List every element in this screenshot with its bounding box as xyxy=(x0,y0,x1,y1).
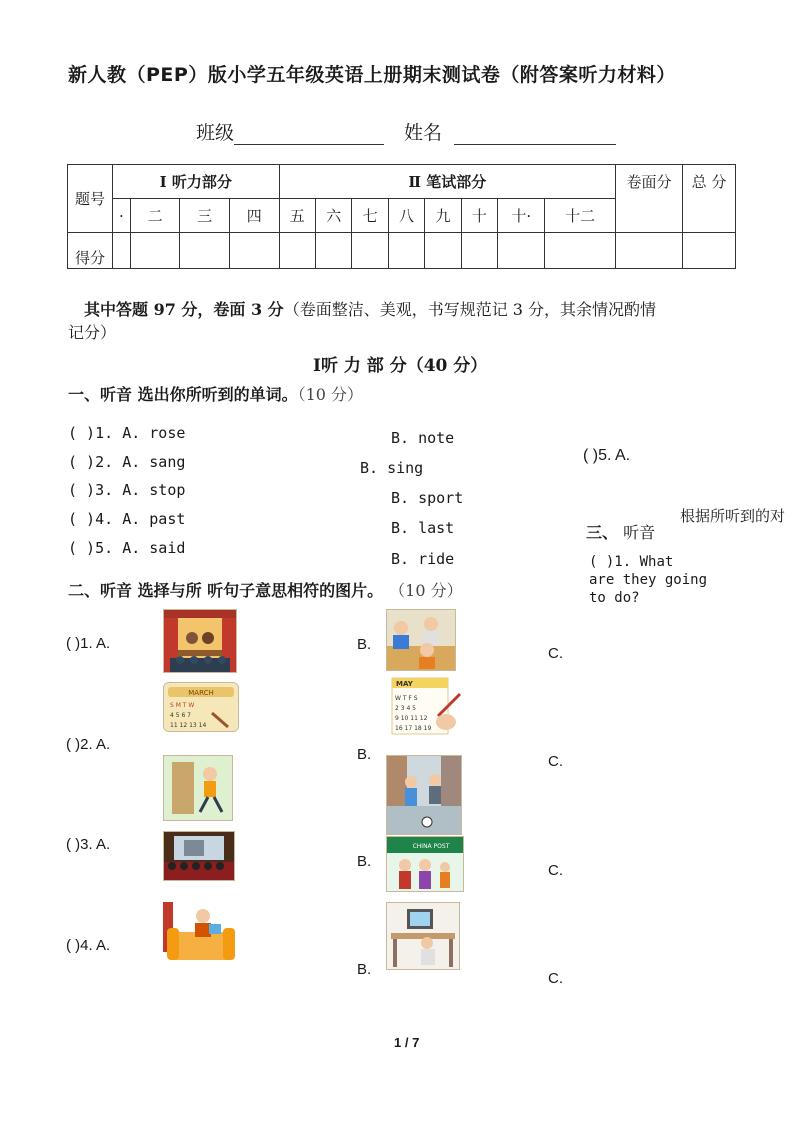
q1-item-2-option-b: B. sing xyxy=(360,459,424,477)
q-num-1: · xyxy=(113,199,131,233)
q2-item-4-label: ( )4. A. xyxy=(66,937,111,954)
score-cell[interactable] xyxy=(130,233,180,269)
answer-paren[interactable]: ( ) xyxy=(68,539,96,557)
q-num-10: 十 xyxy=(461,199,497,233)
score-cell[interactable] xyxy=(180,233,230,269)
score-note-line2: 记分） xyxy=(68,323,117,342)
score-cell[interactable] xyxy=(352,233,388,269)
q1-item-1-option-b: B. note xyxy=(391,429,455,447)
answer-paren[interactable]: ( )1. xyxy=(589,554,632,570)
total-score-header: 总 分 xyxy=(683,165,736,233)
q-num-7: 七 xyxy=(352,199,388,233)
q2-item-2-c: C. xyxy=(548,753,563,770)
march-calendar-picture[interactable] xyxy=(163,682,239,732)
q2-item-1-label: ( )1. A. xyxy=(66,635,111,652)
answer-paren[interactable]: ( ) xyxy=(68,510,96,528)
score-cell[interactable] xyxy=(616,233,683,269)
svg-text:W T F S: W T F S xyxy=(395,695,418,702)
score-note-rest: （卷面整洁、美观，书写规范记 3 分，其余情况酌情 xyxy=(283,300,657,319)
svg-text:2 3 4 5: 2 3 4 5 xyxy=(395,705,416,712)
q1-item-4 xyxy=(68,510,185,528)
calendar-icon xyxy=(164,683,238,731)
svg-text:16 17 18 19: 16 17 18 19 xyxy=(395,725,432,732)
theater-picture[interactable] xyxy=(163,609,237,673)
name-field xyxy=(404,118,616,145)
answer-paren[interactable]: ( ) xyxy=(68,481,96,499)
score-cell[interactable] xyxy=(683,233,736,269)
q1-points: （10 分） xyxy=(297,385,364,404)
score-cell[interactable] xyxy=(388,233,424,269)
answer-paren[interactable]: ( ) xyxy=(68,424,96,442)
calendar-weekdays: S M T W xyxy=(170,702,195,709)
q-num-5: 五 xyxy=(279,199,315,233)
calendar-month-label: MARCH xyxy=(188,689,214,697)
q1-item-4-option-b: B. last xyxy=(391,519,455,537)
q2-item-2-label: ( )2. A. xyxy=(66,736,111,753)
option-a: A. past xyxy=(122,510,186,528)
q2-points: （10 分） xyxy=(397,581,463,600)
q1-item-3 xyxy=(68,481,185,499)
china-post-sign: CHINA POST xyxy=(412,843,450,850)
q1-item-3-option-b: B. sport xyxy=(391,489,464,507)
q2-heading: 二、听音 选择与所 听句子意思相符的图片。 xyxy=(68,581,384,600)
name-blank[interactable] xyxy=(454,122,616,145)
q-num-12: 十二 xyxy=(545,199,616,233)
question-number-label: 题号 xyxy=(68,165,113,233)
class-field xyxy=(196,118,384,145)
running-boy-picture[interactable] xyxy=(163,755,233,821)
sofa-illustration xyxy=(163,902,237,964)
page-number: 1 / 7 xyxy=(394,1035,420,1050)
sofa-reading-picture[interactable] xyxy=(163,902,237,964)
q1-item-5-option-b: B. ride xyxy=(391,550,455,568)
part1-heading: Ⅰ听 力 部 分（40 分） xyxy=(313,356,488,376)
q3-heading-num: 三、 xyxy=(586,523,619,542)
q2-item-4-c: C. xyxy=(548,970,563,987)
class-label: 班级 xyxy=(196,122,235,144)
stray-item-5: ( )5. A. xyxy=(583,447,631,464)
may-calendar-picture[interactable] xyxy=(386,676,466,738)
score-row-label: 得分 xyxy=(68,233,113,269)
score-note-bold: 其中答题 97 分，卷面 3 分 xyxy=(84,300,284,319)
item-number: 2. xyxy=(95,453,114,471)
section-listening-header: Ⅰ 听力部分 xyxy=(113,165,280,199)
q3-item-1-line1: What xyxy=(639,554,674,570)
q-num-4: 四 xyxy=(229,199,279,233)
classroom-picture[interactable] xyxy=(386,609,456,671)
score-cell[interactable] xyxy=(113,233,131,269)
q-num-9: 九 xyxy=(425,199,461,233)
q3-item-1-line2: are they going xyxy=(589,572,708,588)
students-illustration xyxy=(387,610,455,670)
name-label: 姓名 xyxy=(404,122,443,144)
score-cell[interactable] xyxy=(279,233,315,269)
score-note xyxy=(84,297,656,320)
cinema-picture[interactable] xyxy=(163,831,235,881)
score-row xyxy=(68,233,736,269)
q3-item-1 xyxy=(589,553,707,607)
item-number: 1. xyxy=(95,424,114,442)
theater-illustration xyxy=(164,610,236,672)
svg-text:9 10 11 12: 9 10 11 12 xyxy=(395,715,428,722)
q-num-2: 二 xyxy=(130,199,180,233)
q-num-6: 六 xyxy=(316,199,352,233)
option-a: A. said xyxy=(122,539,186,557)
score-cell[interactable] xyxy=(425,233,461,269)
cinema-illustration xyxy=(164,832,234,880)
q1-item-2 xyxy=(68,453,185,471)
q2-item-1-b: B. xyxy=(357,636,372,653)
q1-item-1 xyxy=(68,424,185,442)
score-cell[interactable] xyxy=(461,233,497,269)
q2-item-4-b: B. xyxy=(357,961,372,978)
score-cell[interactable] xyxy=(545,233,616,269)
q3-heading-right: 根据所听到的对 xyxy=(680,507,786,525)
document-title: 新人教（PEP）版小学五年级英语上册期末测试卷（附答案听力材料） xyxy=(68,64,676,86)
q2-item-3-b: B. xyxy=(357,853,372,870)
street-picture[interactable] xyxy=(386,755,462,835)
q3-heading xyxy=(586,520,655,543)
neatness-score-header: 卷面分 xyxy=(616,165,683,233)
item-number: 3. xyxy=(95,481,114,499)
q2-heading-wrap xyxy=(68,578,463,601)
calendar-month-label: MAY xyxy=(396,680,413,688)
running-illustration xyxy=(164,756,232,820)
q1-heading: 一、听音 选出你所听到的单词。 xyxy=(68,385,298,404)
q2-item-3-c: C. xyxy=(548,862,563,879)
option-a: A. rose xyxy=(122,424,186,442)
q-num-11: 十· xyxy=(498,199,545,233)
q-num-8: 八 xyxy=(388,199,424,233)
q1-item-5 xyxy=(68,539,185,557)
class-blank[interactable] xyxy=(234,122,384,145)
answer-paren[interactable]: ( ) xyxy=(68,453,96,471)
item-number: 4. xyxy=(95,510,114,528)
score-cell[interactable] xyxy=(316,233,352,269)
option-a: A. stop xyxy=(122,481,186,499)
section-written-header: Ⅱ 笔试部分 xyxy=(279,165,615,199)
q3-heading-text: 听音 xyxy=(623,523,656,542)
score-cell[interactable] xyxy=(498,233,545,269)
q3-item-1-line3: to do? xyxy=(589,590,640,606)
post-office-picture[interactable] xyxy=(386,836,464,892)
post-office-illustration xyxy=(387,837,463,891)
svg-text:4 5 6 7: 4 5 6 7 xyxy=(170,712,191,719)
q1-heading-wrap xyxy=(68,382,363,405)
q-num-3: 三 xyxy=(180,199,230,233)
computer-illustration xyxy=(387,903,459,969)
q2-item-1-c: C. xyxy=(548,645,563,662)
score-table xyxy=(67,164,736,269)
score-cell[interactable] xyxy=(229,233,279,269)
option-a: A. sang xyxy=(122,453,186,471)
svg-text:11 12 13 14: 11 12 13 14 xyxy=(170,722,207,729)
item-number: 5. xyxy=(95,539,114,557)
q2-item-3-label: ( )3. A. xyxy=(66,836,111,853)
q2-item-2-b: B. xyxy=(357,746,372,763)
calendar-icon xyxy=(386,676,466,738)
computer-desk-picture[interactable] xyxy=(386,902,460,970)
street-illustration xyxy=(387,756,461,834)
